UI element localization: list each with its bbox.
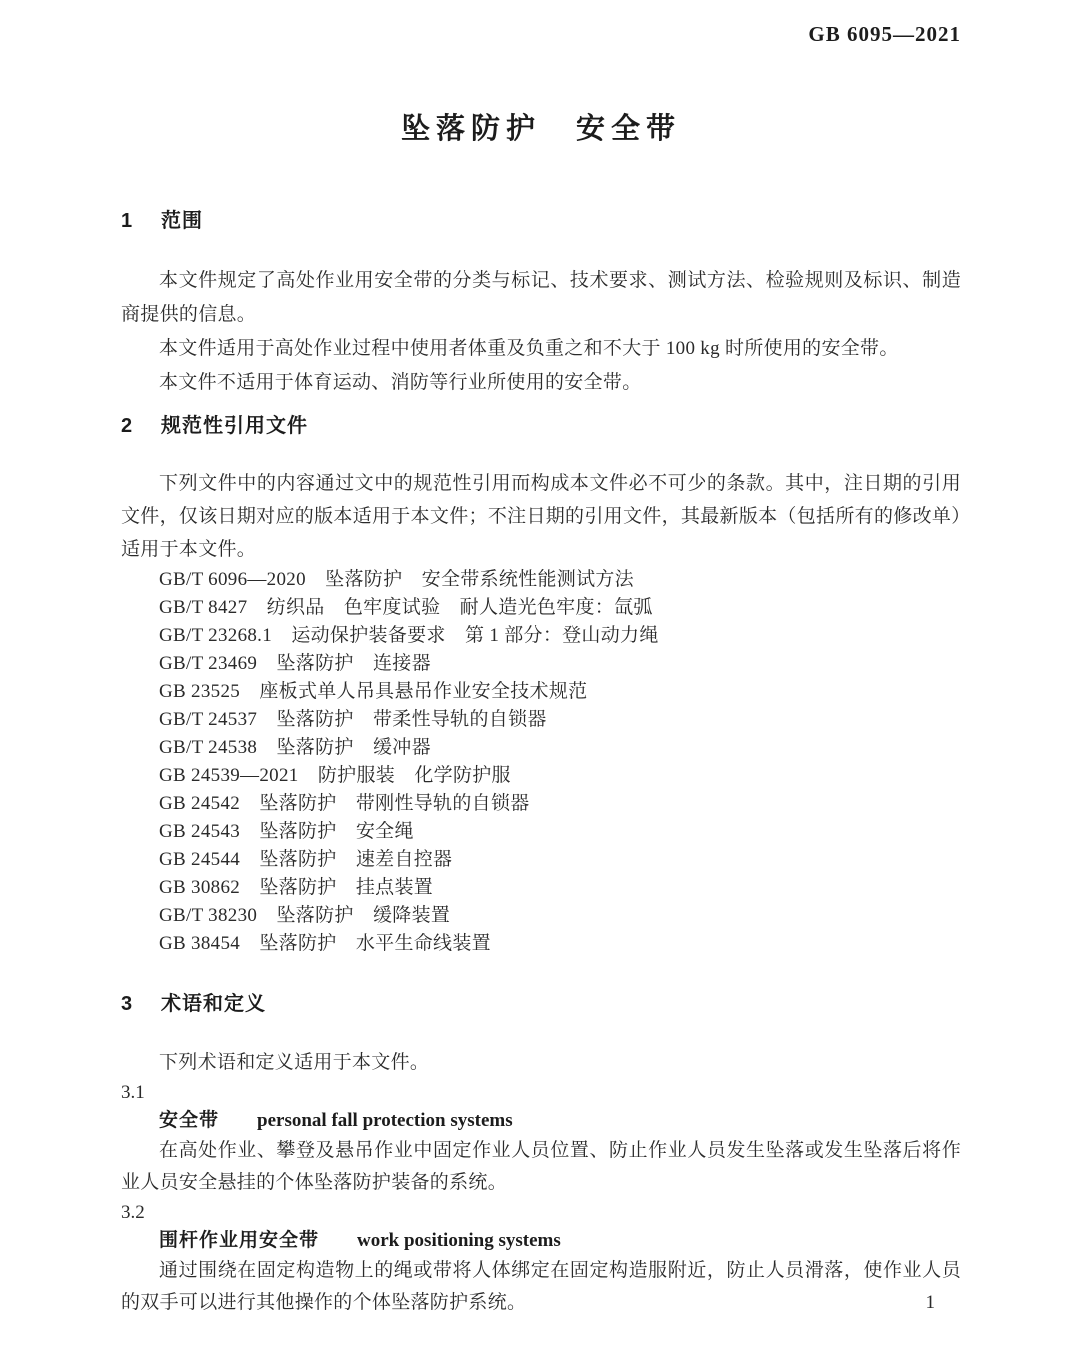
reference-item: GB/T 24538 坠落防护 缓冲器 (159, 737, 431, 758)
reference-item: GB/T 8427 纺织品 色牢度试验 耐人造光色牢度：氙弧 (159, 597, 653, 618)
document-header (121, 22, 961, 48)
term-chinese: 安全带 (159, 1110, 220, 1131)
term-number: 3.1 (121, 1082, 145, 1103)
reference-item: GB 30862 坠落防护 挂点装置 (159, 877, 434, 898)
section-title: 规范性引用文件 (161, 415, 308, 437)
term-chinese: 围杆作业用安全带 (159, 1230, 320, 1251)
section-number: 1 (121, 210, 134, 232)
reference-item: GB 23525 座板式单人吊具悬吊作业安全技术规范 (159, 681, 588, 702)
reference-item: GB/T 23469 坠落防护 连接器 (159, 653, 431, 674)
terms-intro: 下列术语和定义适用于本文件。 (159, 1052, 430, 1073)
reference-item: GB/T 38230 坠落防护 缓降装置 (159, 905, 451, 926)
reference-item: GB/T 23268.1 运动保护装备要求 第 1 部分：登山动力绳 (159, 625, 659, 646)
term-definition: 在高处作业、攀登及悬吊作业中固定作业人员位置、防止作业人员发生坠落或发生坠落后将作业人员安全悬挂的个体坠落防护装备的系统。 (121, 1140, 961, 1193)
scope-paragraphs (121, 264, 961, 400)
term-heading (159, 1227, 961, 1255)
section-terms-definitions (121, 991, 961, 1319)
term-entry (121, 1079, 961, 1199)
section-terms-heading (121, 991, 961, 1017)
references-intro: 下列文件中的内容通过文中的规范性引用而构成本文件必不可少的条款。其中，注日期的引用文件，仅该日期对应的版本适用于本文件；不注日期的引用文件，其最新版本（包括所有的修改单）适用于本文件。 (121, 473, 961, 560)
scope-paragraph: 本文件规定了高处作业用安全带的分类与标记、技术要求、测试方法、检验规则及标识、制造商提供的信息。 (121, 270, 961, 325)
reference-item: GB/T 24537 坠落防护 带柔性导轨的自锁器 (159, 709, 547, 730)
section-title: 范围 (161, 210, 203, 232)
scope-paragraph: 本文件不适用于体育运动、消防等行业所使用的安全带。 (159, 372, 642, 393)
reference-item: GB 24543 坠落防护 安全绳 (159, 821, 414, 842)
section-normative-references (121, 413, 961, 958)
reference-item: GB 38454 坠落防护 水平生命线装置 (159, 933, 491, 954)
term-english: personal fall protection systems (257, 1110, 513, 1131)
reference-item: GB 24544 坠落防护 速差自控器 (159, 849, 453, 870)
term-number: 3.2 (121, 1202, 145, 1223)
term-definition: 通过围绕在固定构造物上的绳或带将人体绑定在固定构造服附近，防止人员滑落，使作业人员的双手可以进行其他操作的个体坠落防护系统。 (121, 1260, 961, 1313)
scope-paragraph: 本文件适用于高处作业过程中使用者体重及负重之和不大于 100 kg 时所使用的安全带。 (159, 338, 899, 359)
section-number: 2 (121, 415, 134, 437)
reference-item: GB 24542 坠落防护 带刚性导轨的自锁器 (159, 793, 530, 814)
section-title: 术语和定义 (161, 993, 266, 1015)
term-heading (159, 1107, 961, 1135)
section-number: 3 (121, 993, 134, 1015)
reference-list (121, 566, 961, 958)
section-references-heading (121, 413, 961, 439)
term-entry (121, 1199, 961, 1319)
term-english: work positioning systems (357, 1230, 561, 1251)
standard-number: GB 6095—2021 (808, 22, 961, 46)
section-scope (121, 208, 961, 400)
document-title: 坠落防护 安全带 (400, 113, 681, 145)
reference-item: GB 24539—2021 防护服装 化学防护服 (159, 765, 511, 786)
section-scope-heading (121, 208, 961, 234)
page-number: 1 (925, 1292, 935, 1313)
reference-item: GB/T 6096—2020 坠落防护 安全带系统性能测试方法 (159, 569, 634, 590)
